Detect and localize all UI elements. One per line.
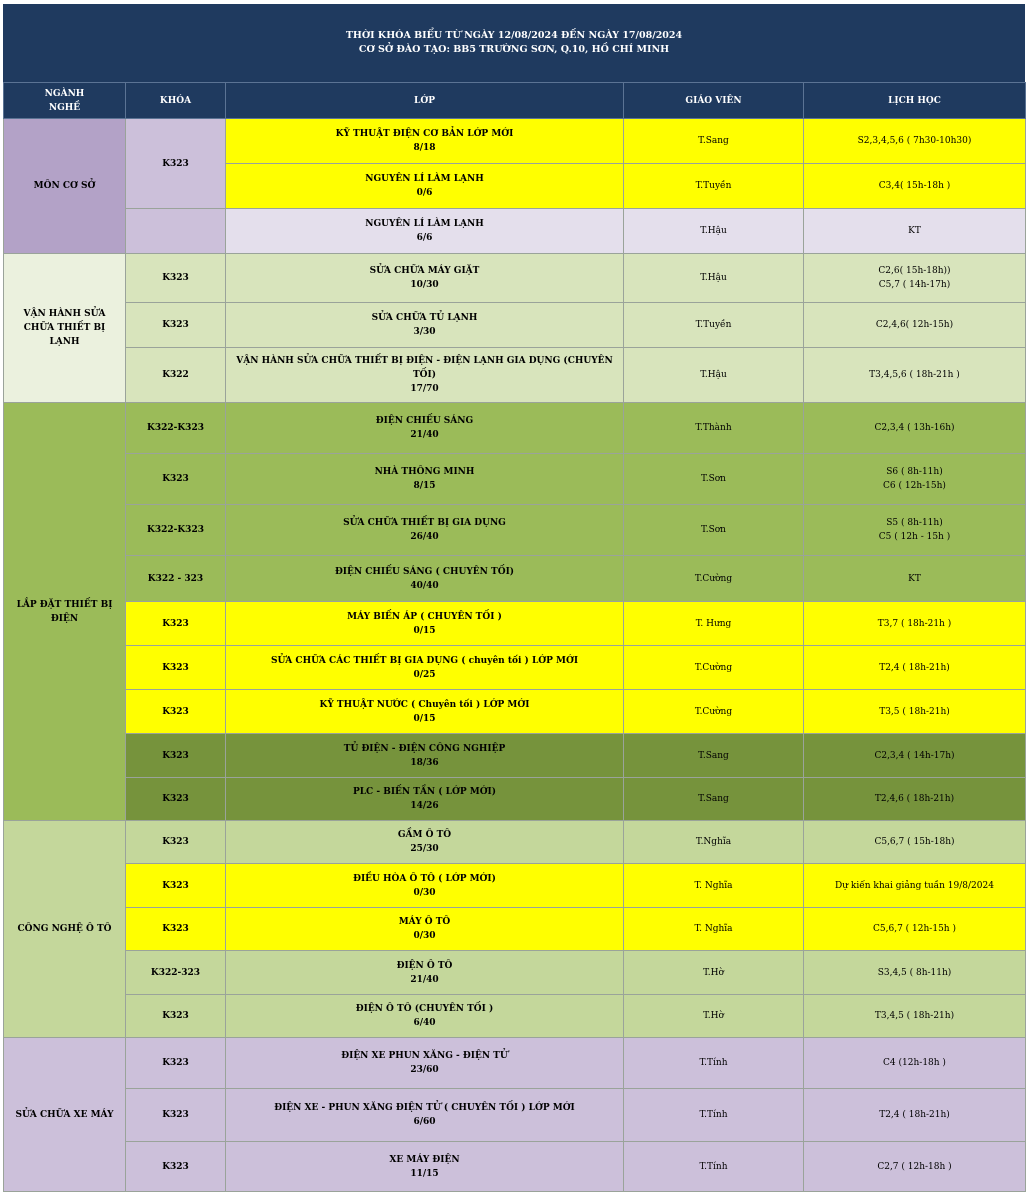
schedule-line: S3,4,5 ( 8h-11h) [877, 967, 952, 978]
schedule-line: KT [908, 226, 921, 236]
enrollment-count: 21/40 [410, 974, 439, 985]
teacher-cell: T.Tuyền [624, 303, 804, 348]
course-cell [226, 951, 624, 995]
khoa-cell: K322-K323 [126, 505, 226, 556]
table-row [4, 1089, 1026, 1142]
khoa-cell: K323 [126, 454, 226, 505]
schedule-line: C5,6,7 ( 15h-18h) [874, 837, 955, 847]
teacher-cell: T.Sang [624, 119, 804, 164]
teacher-cell: T. Hưng [624, 602, 804, 646]
course-name: VẬN HÀNH SỬA CHỮA THIẾT BỊ ĐIỆN - ĐIỆN LẠNH GIA DỤNG (CHUYÊN TỐI) [236, 356, 613, 380]
khoa-cell: K323 [126, 690, 226, 734]
table-row [4, 602, 1026, 646]
schedule-line: KT [908, 573, 921, 584]
enrollment-count: 0/15 [413, 625, 436, 636]
table-row [4, 690, 1026, 734]
timetable-title [3, 4, 1025, 82]
enrollment-count: 0/6 [416, 188, 433, 198]
column-header-nganh-nghe [4, 83, 126, 119]
schedule-line: T3,5 ( 18h-21h) [879, 706, 950, 717]
schedule-cell [804, 995, 1026, 1038]
teacher-cell: T.Hậu [624, 254, 804, 303]
schedule-line: C2,6( 15h-18h)) [878, 266, 951, 276]
group-mon-co-so: MÔN CƠ SỞ [4, 119, 126, 254]
teacher-cell: T.Sơn [624, 505, 804, 556]
table-row [4, 951, 1026, 995]
course-name: ĐIỆN Ô TÔ [396, 960, 453, 971]
table-row [4, 303, 1026, 348]
khoa-cell: K323 [126, 908, 226, 951]
table-row [4, 1038, 1026, 1089]
course-cell [226, 1038, 624, 1089]
course-name: XE MÁY ĐIỆN [389, 1154, 460, 1165]
column-header-khoa: KHÓA [126, 83, 226, 119]
teacher-cell: T.Tuyền [624, 164, 804, 209]
teacher-cell: T.Hậu [624, 348, 804, 403]
course-cell [226, 1089, 624, 1142]
enrollment-count: 10/30 [410, 280, 439, 290]
schedule-cell [804, 778, 1026, 821]
teacher-cell: T.Cường [624, 690, 804, 734]
course-cell [226, 303, 624, 348]
column-header-lich-hoc: LỊCH HỌC [804, 83, 1026, 119]
teacher-cell: T.Tính [624, 1038, 804, 1089]
schedule-line: C5,7 ( 14h-17h) [878, 280, 951, 290]
course-cell [226, 821, 624, 864]
schedule-line: Dự kiến khai giảng tuần 19/8/2024 [835, 880, 994, 891]
table-row [4, 119, 1026, 164]
table-row [4, 254, 1026, 303]
course-cell [226, 1142, 624, 1192]
column-header-lop: LỚP [226, 83, 624, 119]
khoa-cell: K322-323 [126, 951, 226, 995]
course-cell [226, 556, 624, 602]
schedule-cell [804, 119, 1026, 164]
khoa-cell: K323 [126, 995, 226, 1038]
schedule-line: C2,4,6( 12h-15h) [875, 320, 954, 330]
table-row [4, 209, 1026, 254]
course-name: NHÀ THÔNG MINH [374, 467, 475, 477]
schedule-line: T2,4,6 ( 18h-21h) [874, 794, 955, 804]
course-cell [226, 734, 624, 778]
enrollment-count: 40/40 [410, 580, 439, 591]
course-name: ĐIỆN Ô TÔ (CHUYÊN TỐI ) [355, 1004, 494, 1014]
enrollment-count: 26/40 [410, 532, 439, 542]
khoa-cell: K323 [126, 646, 226, 690]
table-row [4, 403, 1026, 454]
enrollment-count: 0/15 [413, 713, 436, 724]
course-cell [226, 908, 624, 951]
schedule-cell [804, 734, 1026, 778]
teacher-cell: T.Tính [624, 1089, 804, 1142]
table-row [4, 864, 1026, 908]
khoa-cell: K323 [126, 602, 226, 646]
khoa-cell: K322-K323 [126, 403, 226, 454]
teacher-cell: T.Sang [624, 778, 804, 821]
khoa-cell: K323 [126, 864, 226, 908]
enrollment-count: 6/40 [413, 1018, 436, 1028]
schedule-cell [804, 209, 1026, 254]
teacher-cell: T.Tính [624, 1142, 804, 1192]
enrollment-count: 6/60 [413, 1117, 436, 1127]
group-sua-chua-xe-may: SỬA CHỮA XE MÁY [4, 1038, 126, 1192]
column-header-nghe: NGHỀ [48, 102, 81, 113]
timetable-table [3, 82, 1026, 1192]
schedule-line: T2,4 ( 18h-21h) [879, 1110, 950, 1120]
schedule-cell [804, 1089, 1026, 1142]
khoa-cell: K323 [126, 1089, 226, 1142]
course-name: SỬA CHỮA TỦ LẠNH [371, 313, 478, 323]
course-name: MÁY Ô TÔ [398, 917, 451, 927]
schedule-line: T2,4 ( 18h-21h) [879, 662, 950, 673]
enrollment-count: 0/30 [413, 931, 436, 941]
teacher-cell: T.Sơn [624, 454, 804, 505]
khoa-cell: K323 [126, 254, 226, 303]
table-row [4, 505, 1026, 556]
schedule-line: C5,6,7 ( 12h-15h ) [873, 924, 956, 934]
schedule-cell [804, 164, 1026, 209]
enrollment-count: 3/30 [413, 327, 436, 337]
table-row [4, 908, 1026, 951]
group-van-hanh: VẬN HÀNH SỬA CHỮA THIẾT BỊ LẠNH [4, 254, 126, 403]
course-cell [226, 995, 624, 1038]
schedule-cell [804, 646, 1026, 690]
khoa-cell: K323 [126, 734, 226, 778]
course-cell [226, 602, 624, 646]
course-name: SỬA CHỮA CÁC THIẾT BỊ GIA DỤNG ( chuyên tối ) LỚP MỚI [270, 655, 579, 666]
timetable-sheet [3, 4, 1025, 1192]
schedule-line: C6 ( 12h-15h) [883, 481, 946, 491]
table-header-row [4, 83, 1026, 119]
schedule-cell [804, 505, 1026, 556]
course-cell [226, 778, 624, 821]
schedule-cell [804, 821, 1026, 864]
teacher-cell: T.Nghĩa [624, 821, 804, 864]
enrollment-count: 23/60 [410, 1065, 439, 1075]
schedule-cell [804, 908, 1026, 951]
title-line-dates: THỜI KHÓA BIỂU TỪ NGÀY 12/08/2024 ĐẾN NGÀY 17/08/2024 [345, 30, 683, 41]
course-cell [226, 505, 624, 556]
course-name: ĐIỆN CHIẾU SÁNG ( CHUYÊN TỐI) [334, 566, 515, 577]
enrollment-count: 0/30 [413, 887, 436, 898]
course-cell [226, 646, 624, 690]
group-cong-nghe-oto: CÔNG NGHỆ Ô TÔ [4, 821, 126, 1038]
teacher-cell: T.Thành [624, 403, 804, 454]
schedule-cell [804, 864, 1026, 908]
khoa-cell: K322 [126, 348, 226, 403]
course-name: KỸ THUẬT ĐIỆN CƠ BẢN LỚP MỚI [335, 129, 514, 139]
schedule-cell [804, 602, 1026, 646]
khoa-cell: K323 [126, 778, 226, 821]
course-name: ĐIỆN XE - PHUN XĂNG ĐIỆN TỬ ( CHUYÊN TỐI ) LỚP MỚI [274, 1103, 575, 1113]
enrollment-count: 8/15 [413, 481, 436, 491]
enrollment-count: 8/18 [413, 143, 436, 153]
course-name: NGUYÊN LÍ LÀM LẠNH [365, 174, 484, 184]
table-row [4, 778, 1026, 821]
teacher-cell: T. Nghĩa [624, 908, 804, 951]
course-name: ĐIỀU HÒA Ô TÔ ( LỚP MỚI) [353, 873, 496, 884]
teacher-cell: T.Cường [624, 646, 804, 690]
table-row [4, 454, 1026, 505]
table-row [4, 1142, 1026, 1192]
khoa-cell: K323 [126, 1142, 226, 1192]
course-name: NGUYÊN LÍ LÀM LẠNH [365, 219, 484, 229]
schedule-cell [804, 951, 1026, 995]
table-row [4, 348, 1026, 403]
course-name: MÁY BIẾN ÁP ( CHUYÊN TỐI ) [347, 611, 502, 622]
khoa-cell [126, 209, 226, 254]
schedule-cell [804, 348, 1026, 403]
teacher-cell: T.Hờ [624, 995, 804, 1038]
course-cell [226, 403, 624, 454]
schedule-cell [804, 1142, 1026, 1192]
course-name: KỸ THUẬT NƯỚC ( Chuyên tối ) LỚP MỚI [319, 699, 530, 710]
enrollment-count: 21/40 [410, 430, 439, 440]
schedule-line: T3,4,5,6 ( 18h-21h ) [869, 370, 960, 380]
enrollment-count: 11/15 [410, 1168, 439, 1179]
schedule-cell [804, 403, 1026, 454]
enrollment-count: 0/25 [413, 669, 436, 680]
table-row [4, 995, 1026, 1038]
schedule-line: C5 ( 12h - 15h ) [878, 532, 951, 542]
course-name: PLC - BIẾN TẦN ( LỚP MỚI) [352, 787, 497, 797]
teacher-cell: T.Cường [624, 556, 804, 602]
schedule-cell [804, 303, 1026, 348]
khoa-cell: K323 [126, 119, 226, 209]
teacher-cell: T.Hờ [624, 951, 804, 995]
course-name: SỬA CHỮA THIẾT BỊ GIA DỤNG [343, 518, 506, 528]
schedule-cell [804, 1038, 1026, 1089]
enrollment-count: 18/36 [410, 757, 439, 768]
schedule-line: S5 ( 8h-11h) [886, 518, 943, 528]
schedule-cell [804, 454, 1026, 505]
title-line-campus: CƠ SỞ ĐÀO TẠO: BB5 TRƯỜNG SƠN, Q.10, HỒ CHÍ MINH [358, 44, 670, 55]
table-row [4, 734, 1026, 778]
group-lap-dat: LẮP ĐẶT THIẾT BỊ ĐIỆN [4, 403, 126, 821]
enrollment-count: 17/70 [410, 384, 439, 394]
schedule-cell [804, 690, 1026, 734]
khoa-cell: K322 - 323 [126, 556, 226, 602]
course-cell [226, 209, 624, 254]
schedule-cell [804, 254, 1026, 303]
course-name: TỦ ĐIỆN - ĐIỆN CÔNG NGHIỆP [343, 743, 506, 754]
teacher-cell: T.Sang [624, 734, 804, 778]
course-cell [226, 164, 624, 209]
schedule-line: T3,7 ( 18h-21h ) [877, 618, 952, 629]
teacher-cell: T.Hậu [624, 209, 804, 254]
course-name: GẦM Ô TÔ [397, 830, 452, 840]
enrollment-count: 14/26 [410, 801, 439, 811]
course-name: ĐIỆN XE PHUN XĂNG - ĐIỆN TỬ [341, 1051, 508, 1061]
schedule-line: S6 ( 8h-11h) [886, 467, 943, 477]
course-cell [226, 348, 624, 403]
course-cell [226, 119, 624, 164]
column-header-nganh: NGÀNH [44, 88, 85, 99]
column-header-giao-vien: GIÁO VIÊN [624, 83, 804, 119]
course-cell [226, 690, 624, 734]
enrollment-count: 25/30 [410, 844, 439, 854]
khoa-cell: K323 [126, 303, 226, 348]
schedule-line: C3,4( 15h-18h ) [878, 181, 951, 191]
schedule-line: S2,3,4,5,6 ( 7h30-10h30) [857, 136, 972, 146]
schedule-line: C2,3,4 ( 14h-17h) [874, 750, 955, 761]
schedule-cell [804, 556, 1026, 602]
course-name: ĐIỆN CHIẾU SÁNG [375, 416, 474, 426]
khoa-cell: K323 [126, 821, 226, 864]
course-cell [226, 864, 624, 908]
course-cell [226, 454, 624, 505]
course-cell [226, 254, 624, 303]
schedule-line: C2,3,4 ( 13h-16h) [874, 423, 955, 433]
teacher-cell: T. Nghĩa [624, 864, 804, 908]
table-row [4, 646, 1026, 690]
schedule-line: C2,7 ( 12h-18h ) [877, 1161, 952, 1172]
schedule-line: C4 (12h-18h ) [883, 1058, 946, 1068]
enrollment-count: 6/6 [416, 233, 433, 243]
course-name: SỬA CHỮA MÁY GIẶT [369, 266, 480, 276]
table-row [4, 821, 1026, 864]
khoa-cell: K323 [126, 1038, 226, 1089]
table-row [4, 556, 1026, 602]
schedule-line: T3,4,5 ( 18h-21h) [874, 1011, 955, 1021]
